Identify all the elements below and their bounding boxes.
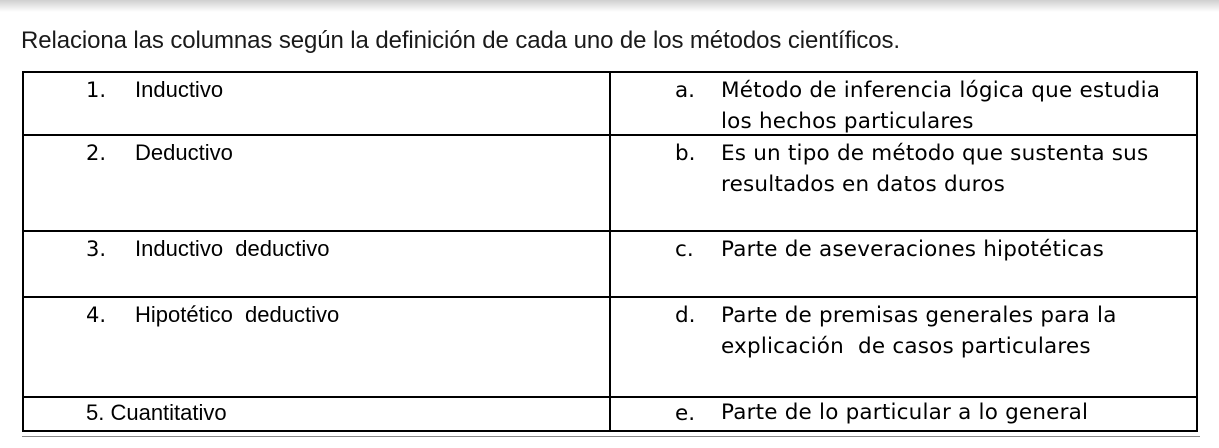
method-cell — [24, 398, 611, 430]
table-row — [24, 136, 1196, 232]
method-name: Hipotético deductivo — [135, 302, 340, 327]
definition-text: Parte de lo particular a lo general — [721, 400, 1089, 425]
table-row — [24, 73, 1196, 136]
method-cell — [24, 298, 611, 396]
method-number: 2. — [86, 141, 107, 165]
definition-text: Método de inferencia lógica que estudia los hechos particulares — [721, 78, 1161, 134]
definition-cell — [611, 232, 1196, 296]
method-name: Inductivo — [135, 77, 224, 102]
question-prompt: Relaciona las columnas según la definición de cada uno de los métodos científicos. — [21, 27, 901, 54]
method-name: Deductivo — [135, 140, 233, 165]
method-name: 5. Cuantitativo — [86, 400, 227, 425]
definition-text: Parte de aseveraciones hipotéticas — [721, 237, 1105, 262]
definition-text: Es un tipo de método que sustenta sus resultados en datos duros — [721, 141, 1149, 197]
method-cell — [24, 73, 611, 134]
method-name: Inductivo deductivo — [135, 236, 330, 261]
definition-text: Parte de premisas generales para la explicación de casos particulares — [721, 303, 1124, 359]
definition-letter: b. — [675, 141, 696, 166]
definition-cell — [611, 298, 1196, 396]
method-number: 1. — [86, 78, 107, 102]
table-row — [24, 398, 1196, 430]
method-number: 3. — [86, 237, 107, 261]
method-cell — [24, 136, 611, 230]
definition-cell — [611, 136, 1196, 230]
definition-letter: d. — [675, 303, 696, 328]
method-number: 4. — [86, 303, 107, 327]
page-bottom-divider — [22, 436, 1200, 437]
method-cell — [24, 232, 611, 296]
definition-letter: e. — [675, 401, 696, 426]
definition-letter: a. — [675, 78, 696, 103]
table-row — [24, 232, 1196, 298]
matching-table — [22, 71, 1198, 432]
top-shadow — [0, 0, 1219, 12]
definition-letter: c. — [675, 237, 694, 262]
definition-cell — [611, 73, 1196, 134]
definition-cell — [611, 398, 1196, 430]
table-row — [24, 298, 1196, 398]
